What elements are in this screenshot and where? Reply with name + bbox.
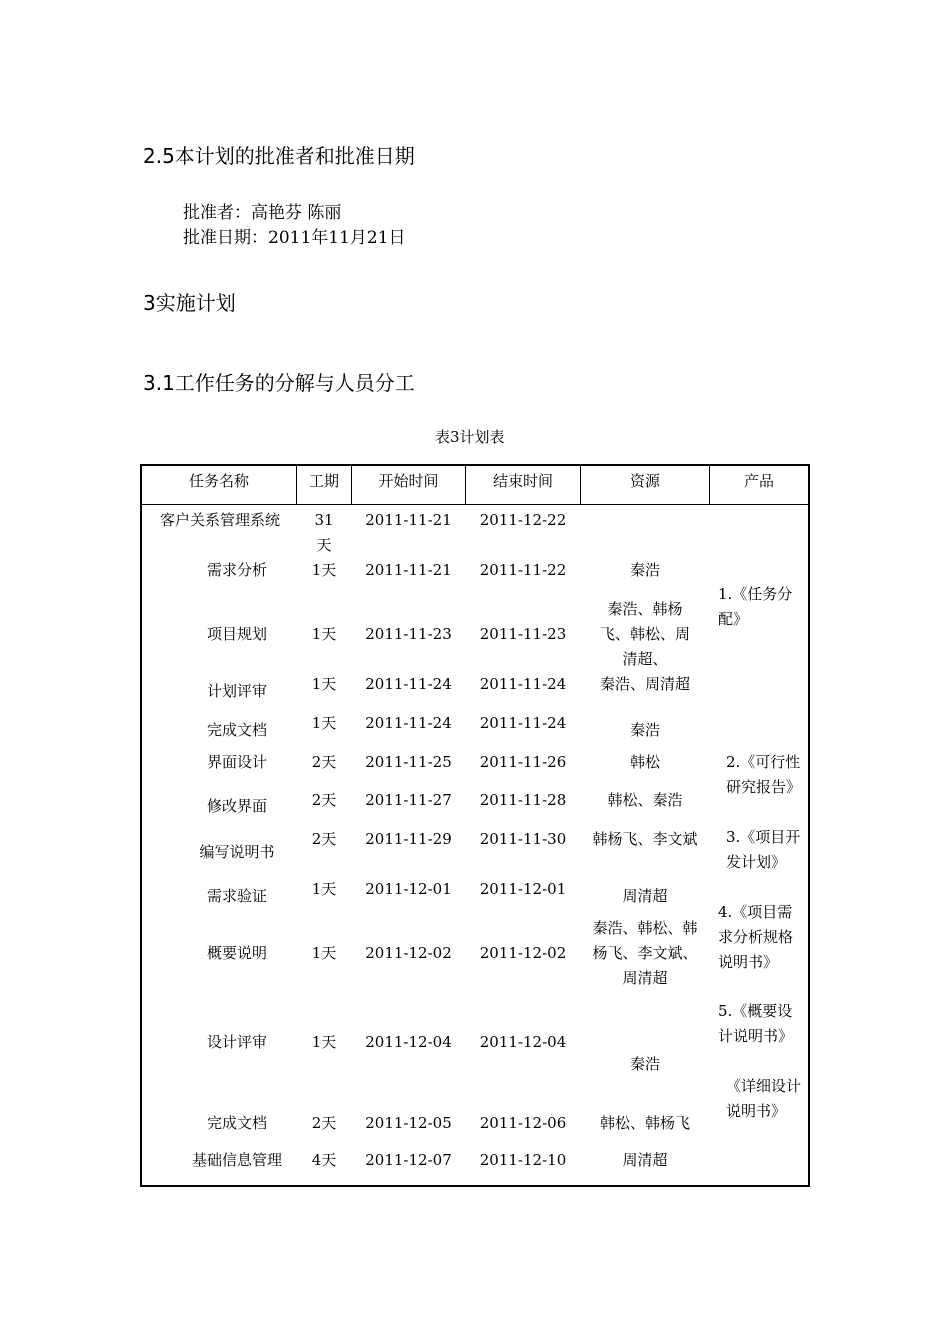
- task-name-cell: 完成文档: [206, 1114, 267, 1132]
- resource-cell: 秦浩: [629, 721, 660, 739]
- end-cell: 2011-12-06: [479, 1114, 567, 1132]
- start-cell: 2011-12-04: [365, 1033, 452, 1051]
- product-item: 4.《项目需求分析规格说明书》: [718, 903, 794, 971]
- start-cell: 2011-11-25: [365, 753, 452, 771]
- resource-cell: 韩松、秦浩: [607, 791, 683, 809]
- resource-cell: 韩杨飞、李文斌: [592, 830, 698, 848]
- duration-cell: 1天: [311, 625, 337, 643]
- task-name-cell: 基础信息管理: [191, 1151, 282, 1169]
- end-cell: 2011-11-22: [479, 561, 567, 579]
- product-item: 5.《概要设计说明书》: [718, 1002, 794, 1045]
- task-name-cell: 需求分析: [206, 561, 267, 579]
- section-2-5-title: 2.5本计划的批准者和批准日期: [143, 144, 415, 168]
- resource-cell: 秦浩、韩杨飞、韩松、周清超、: [599, 600, 690, 668]
- header-task-name: 任务名称: [188, 472, 249, 490]
- product-item: 1.《任务分配》: [718, 585, 793, 628]
- start-cell: 2011-11-24: [365, 714, 452, 732]
- task-name-cell: 计划评审: [206, 682, 267, 700]
- header-resource: 资源: [629, 472, 660, 490]
- resource-cell: 周清超: [622, 1151, 668, 1169]
- header-product: 产品: [743, 472, 774, 490]
- start-cell: 2011-11-27: [365, 791, 452, 809]
- task-name-cell: 设计评审: [206, 1033, 267, 1051]
- task-name-cell: 完成文档: [206, 721, 267, 739]
- duration-cell: 1天: [311, 675, 337, 693]
- task-name-cell: 修改界面: [206, 797, 267, 815]
- start-cell: 2011-11-24: [365, 675, 452, 693]
- table-caption: 表3计划表: [435, 428, 505, 446]
- resource-cell: 秦浩: [629, 1055, 660, 1073]
- start-cell: 2011-11-23: [365, 625, 452, 643]
- task-name-cell: 概要说明: [206, 944, 267, 962]
- header-end-time: 结束时间: [492, 472, 553, 490]
- duration-cell: 1天: [311, 944, 337, 962]
- duration-cell: 1天: [311, 1033, 337, 1051]
- end-cell: 2011-11-30: [479, 830, 567, 848]
- approver-line: 批准者：高艳芬 陈丽: [183, 203, 342, 223]
- start-cell: 2011-11-21: [365, 561, 452, 579]
- duration-cell: 1天: [311, 714, 337, 732]
- resource-cell: 周清超: [622, 887, 668, 905]
- task-name-cell: 编写说明书: [199, 843, 275, 861]
- table-left-border: [140, 464, 142, 1187]
- end-cell: 2011-12-01: [479, 880, 567, 898]
- duration-cell: 31天: [314, 511, 334, 554]
- end-cell: 2011-11-28: [479, 791, 567, 809]
- start-cell: 2011-12-02: [365, 944, 452, 962]
- table-bottom-border: [140, 1185, 810, 1187]
- start-cell: 2011-11-21: [365, 511, 452, 529]
- duration-cell: 4天: [311, 1151, 337, 1169]
- start-cell: 2011-11-29: [365, 830, 452, 848]
- product-item: 《详细设计说明书》: [726, 1077, 802, 1120]
- task-name-cell: 客户关系管理系统: [159, 511, 280, 529]
- duration-cell: 2天: [311, 791, 337, 809]
- table-right-border: [808, 464, 810, 1187]
- duration-cell: 2天: [311, 830, 337, 848]
- resource-cell: 秦浩、周清超: [599, 675, 690, 693]
- start-cell: 2011-12-07: [365, 1151, 452, 1169]
- task-name-cell: 需求验证: [206, 887, 267, 905]
- resource-cell: 韩松: [629, 753, 660, 771]
- duration-cell: 2天: [311, 753, 337, 771]
- task-name-cell: 界面设计: [206, 753, 267, 771]
- end-cell: 2011-11-24: [479, 714, 567, 732]
- product-item: 2.《可行性研究报告》: [726, 753, 802, 796]
- end-cell: 2011-12-04: [479, 1033, 567, 1051]
- end-cell: 2011-12-22: [479, 511, 567, 529]
- end-cell: 2011-11-24: [479, 675, 567, 693]
- start-cell: 2011-12-01: [365, 880, 452, 898]
- duration-cell: 2天: [311, 1114, 337, 1132]
- resource-cell: 秦浩、韩松、韩杨飞、李文斌、周清超: [592, 919, 698, 987]
- approval-date-line: 批准日期：2011年11月21日: [183, 228, 406, 248]
- section-3-title: 3实施计划: [143, 291, 236, 315]
- resource-cell: 韩松、韩杨飞: [599, 1114, 690, 1132]
- duration-cell: 1天: [311, 880, 337, 898]
- start-cell: 2011-12-05: [365, 1114, 452, 1132]
- end-cell: 2011-12-10: [479, 1151, 567, 1169]
- header-start-time: 开始时间: [378, 472, 439, 490]
- resource-cell: 秦浩: [629, 561, 660, 579]
- end-cell: 2011-11-23: [479, 625, 567, 643]
- header-duration: 工期: [308, 472, 339, 490]
- end-cell: 2011-12-02: [479, 944, 567, 962]
- duration-cell: 1天: [311, 561, 337, 579]
- product-item: 3.《项目开发计划》: [726, 828, 801, 871]
- task-name-cell: 项目规划: [206, 625, 267, 643]
- end-cell: 2011-11-26: [479, 753, 567, 771]
- section-3-1-title: 3.1工作任务的分解与人员分工: [143, 371, 415, 395]
